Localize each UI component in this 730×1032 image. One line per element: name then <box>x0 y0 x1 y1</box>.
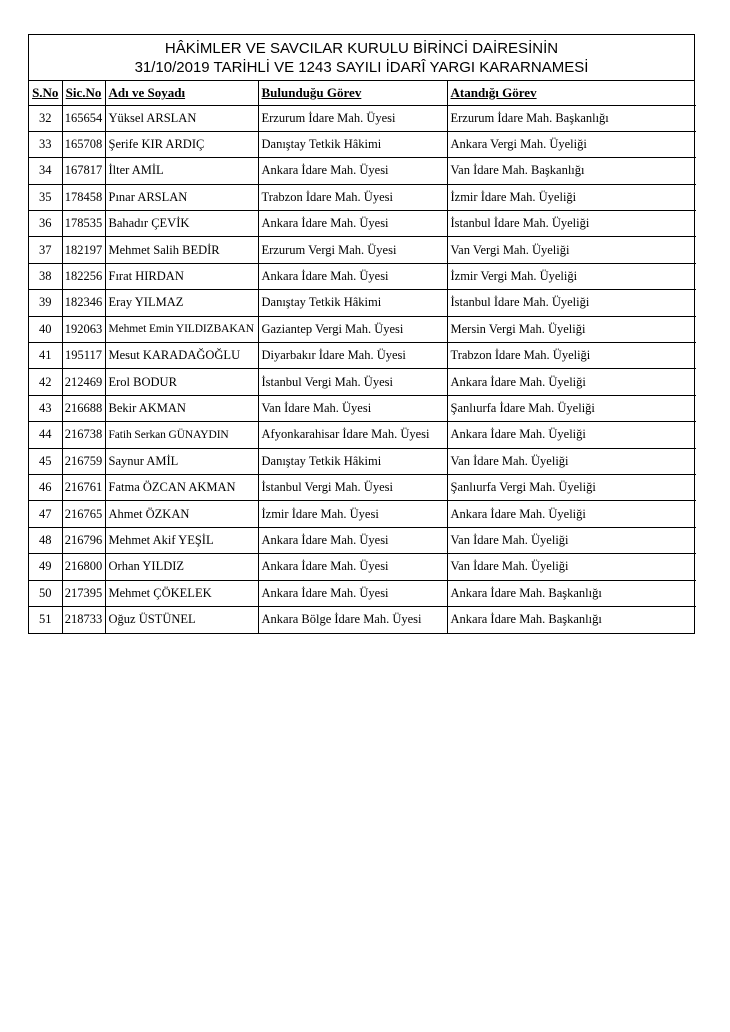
cell-sicno: 216765 <box>62 501 105 527</box>
cell-sicno: 192063 <box>62 316 105 342</box>
title-line-1: HÂKİMLER VE SAVCILAR KURULU BİRİNCİ DAİRESİNİN <box>164 39 559 57</box>
cell-sno: 40 <box>29 316 62 342</box>
table-row <box>29 158 696 184</box>
cell-sicno: 165708 <box>62 131 105 157</box>
cell-current-position: Erzurum Vergi Mah. Üyesi <box>258 237 447 263</box>
cell-sno: 45 <box>29 448 62 474</box>
cell-sno: 39 <box>29 290 62 316</box>
cell-current-position: Erzurum İdare Mah. Üyesi <box>258 105 447 131</box>
cell-current-position: Danıştay Tetkik Hâkimi <box>258 290 447 316</box>
cell-current-position: Ankara İdare Mah. Üyesi <box>258 554 447 580</box>
cell-name: Mehmet Salih BEDİR <box>105 237 258 263</box>
cell-current-position: Danıştay Tetkik Hâkimi <box>258 131 447 157</box>
table-body <box>29 105 696 633</box>
cell-name: Mesut KARADAĞOĞLU <box>105 343 258 369</box>
cell-name: Bekir AKMAN <box>105 395 258 421</box>
cell-assigned-position: İstanbul İdare Mah. Üyeliği <box>447 290 696 316</box>
cell-sicno: 178535 <box>62 211 105 237</box>
table-row <box>29 395 696 421</box>
cell-assigned-position: Ankara İdare Mah. Başkanlığı <box>447 580 696 606</box>
cell-current-position: İstanbul Vergi Mah. Üyesi <box>258 369 447 395</box>
cell-assigned-position: Van İdare Mah. Üyeliği <box>447 554 696 580</box>
cell-current-position: Ankara Bölge İdare Mah. Üyesi <box>258 606 447 632</box>
table-row <box>29 606 696 632</box>
table-row <box>29 474 696 500</box>
table-row <box>29 554 696 580</box>
cell-assigned-position: İzmir İdare Mah. Üyeliği <box>447 184 696 210</box>
cell-assigned-position: Ankara İdare Mah. Başkanlığı <box>447 606 696 632</box>
cell-assigned-position: Şanlıurfa Vergi Mah. Üyeliği <box>447 474 696 500</box>
cell-sicno: 178458 <box>62 184 105 210</box>
table-row <box>29 105 696 131</box>
cell-assigned-position: Trabzon İdare Mah. Üyeliği <box>447 343 696 369</box>
cell-name: Fatih Serkan GÜNAYDIN <box>105 422 258 448</box>
cell-sicno: 165654 <box>62 105 105 131</box>
cell-current-position: Trabzon İdare Mah. Üyesi <box>258 184 447 210</box>
cell-sno: 47 <box>29 501 62 527</box>
cell-assigned-position: İzmir Vergi Mah. Üyeliği <box>447 263 696 289</box>
cell-current-position: Danıştay Tetkik Hâkimi <box>258 448 447 474</box>
cell-current-position: Afyonkarahisar İdare Mah. Üyesi <box>258 422 447 448</box>
header-sicno: Sic.No <box>62 81 105 105</box>
cell-sno: 44 <box>29 422 62 448</box>
cell-name: Ahmet ÖZKAN <box>105 501 258 527</box>
table-row <box>29 290 696 316</box>
cell-current-position: Ankara İdare Mah. Üyesi <box>258 527 447 553</box>
cell-name: Bahadır ÇEVİK <box>105 211 258 237</box>
cell-sno: 50 <box>29 580 62 606</box>
cell-sno: 46 <box>29 474 62 500</box>
cell-assigned-position: Van İdare Mah. Üyeliği <box>447 527 696 553</box>
table-row <box>29 448 696 474</box>
table-row <box>29 369 696 395</box>
cell-assigned-position: Şanlıurfa İdare Mah. Üyeliği <box>447 395 696 421</box>
appointments-table <box>29 81 696 633</box>
table-row <box>29 501 696 527</box>
cell-assigned-position: Van İdare Mah. Üyeliği <box>447 448 696 474</box>
header-name: Adı ve Soyadı <box>105 81 258 105</box>
cell-name: Mehmet Akif YEŞİL <box>105 527 258 553</box>
table-header-row <box>29 81 696 105</box>
cell-current-position: Ankara İdare Mah. Üyesi <box>258 158 447 184</box>
cell-name: Saynur AMİL <box>105 448 258 474</box>
cell-sicno: 216761 <box>62 474 105 500</box>
cell-assigned-position: İstanbul İdare Mah. Üyeliği <box>447 211 696 237</box>
cell-sicno: 182197 <box>62 237 105 263</box>
cell-assigned-position: Ankara İdare Mah. Üyeliği <box>447 501 696 527</box>
cell-sno: 34 <box>29 158 62 184</box>
cell-sno: 35 <box>29 184 62 210</box>
cell-sicno: 182256 <box>62 263 105 289</box>
cell-name: Erol BODUR <box>105 369 258 395</box>
cell-sicno: 216796 <box>62 527 105 553</box>
title-line-2: 31/10/2019 TARİHLİ VE 1243 SAYILI İDARÎ YARGI KARARNAMESİ <box>134 58 589 76</box>
cell-current-position: İzmir İdare Mah. Üyesi <box>258 501 447 527</box>
cell-assigned-position: Ankara Vergi Mah. Üyeliği <box>447 131 696 157</box>
cell-sicno: 167817 <box>62 158 105 184</box>
document-title <box>29 35 694 81</box>
cell-sno: 48 <box>29 527 62 553</box>
cell-current-position: Van İdare Mah. Üyesi <box>258 395 447 421</box>
cell-sicno: 218733 <box>62 606 105 632</box>
cell-current-position: İstanbul Vergi Mah. Üyesi <box>258 474 447 500</box>
cell-sno: 37 <box>29 237 62 263</box>
cell-sno: 41 <box>29 343 62 369</box>
cell-current-position: Ankara İdare Mah. Üyesi <box>258 580 447 606</box>
table-row <box>29 237 696 263</box>
cell-sno: 43 <box>29 395 62 421</box>
cell-assigned-position: Ankara İdare Mah. Üyeliği <box>447 422 696 448</box>
cell-current-position: Diyarbakır İdare Mah. Üyesi <box>258 343 447 369</box>
header-assigned-position: Atandığı Görev <box>447 81 696 105</box>
cell-sno: 42 <box>29 369 62 395</box>
cell-sicno: 216800 <box>62 554 105 580</box>
cell-sicno: 217395 <box>62 580 105 606</box>
cell-name: Orhan YILDIZ <box>105 554 258 580</box>
table-row <box>29 343 696 369</box>
cell-sno: 49 <box>29 554 62 580</box>
header-sno: S.No <box>29 81 62 105</box>
table-row <box>29 422 696 448</box>
cell-sno: 51 <box>29 606 62 632</box>
cell-sicno: 216738 <box>62 422 105 448</box>
table-row <box>29 580 696 606</box>
cell-sicno: 212469 <box>62 369 105 395</box>
cell-name: Oğuz ÜSTÜNEL <box>105 606 258 632</box>
cell-name: Eray YILMAZ <box>105 290 258 316</box>
cell-name: Pınar ARSLAN <box>105 184 258 210</box>
table-row <box>29 131 696 157</box>
cell-assigned-position: Van İdare Mah. Başkanlığı <box>447 158 696 184</box>
table-row <box>29 527 696 553</box>
table-row <box>29 316 696 342</box>
cell-sno: 36 <box>29 211 62 237</box>
cell-name: İlter AMİL <box>105 158 258 184</box>
table-row <box>29 184 696 210</box>
header-current-position: Bulunduğu Görev <box>258 81 447 105</box>
cell-current-position: Ankara İdare Mah. Üyesi <box>258 211 447 237</box>
cell-name: Fatma ÖZCAN AKMAN <box>105 474 258 500</box>
cell-name: Şerife KIR ARDIÇ <box>105 131 258 157</box>
cell-sno: 33 <box>29 131 62 157</box>
cell-sicno: 216688 <box>62 395 105 421</box>
decree-document <box>28 34 695 634</box>
cell-sno: 38 <box>29 263 62 289</box>
cell-sicno: 216759 <box>62 448 105 474</box>
cell-sicno: 182346 <box>62 290 105 316</box>
table-row <box>29 263 696 289</box>
cell-current-position: Ankara İdare Mah. Üyesi <box>258 263 447 289</box>
cell-assigned-position: Mersin Vergi Mah. Üyeliği <box>447 316 696 342</box>
cell-assigned-position: Erzurum İdare Mah. Başkanlığı <box>447 105 696 131</box>
cell-name: Mehmet ÇÖKELEK <box>105 580 258 606</box>
cell-assigned-position: Van Vergi Mah. Üyeliği <box>447 237 696 263</box>
cell-name: Yüksel ARSLAN <box>105 105 258 131</box>
cell-name: Mehmet Emin YILDIZBAKAN <box>105 316 258 342</box>
cell-sicno: 195117 <box>62 343 105 369</box>
cell-current-position: Gaziantep Vergi Mah. Üyesi <box>258 316 447 342</box>
cell-sno: 32 <box>29 105 62 131</box>
cell-name: Fırat HIRDAN <box>105 263 258 289</box>
table-row <box>29 211 696 237</box>
cell-assigned-position: Ankara İdare Mah. Üyeliği <box>447 369 696 395</box>
